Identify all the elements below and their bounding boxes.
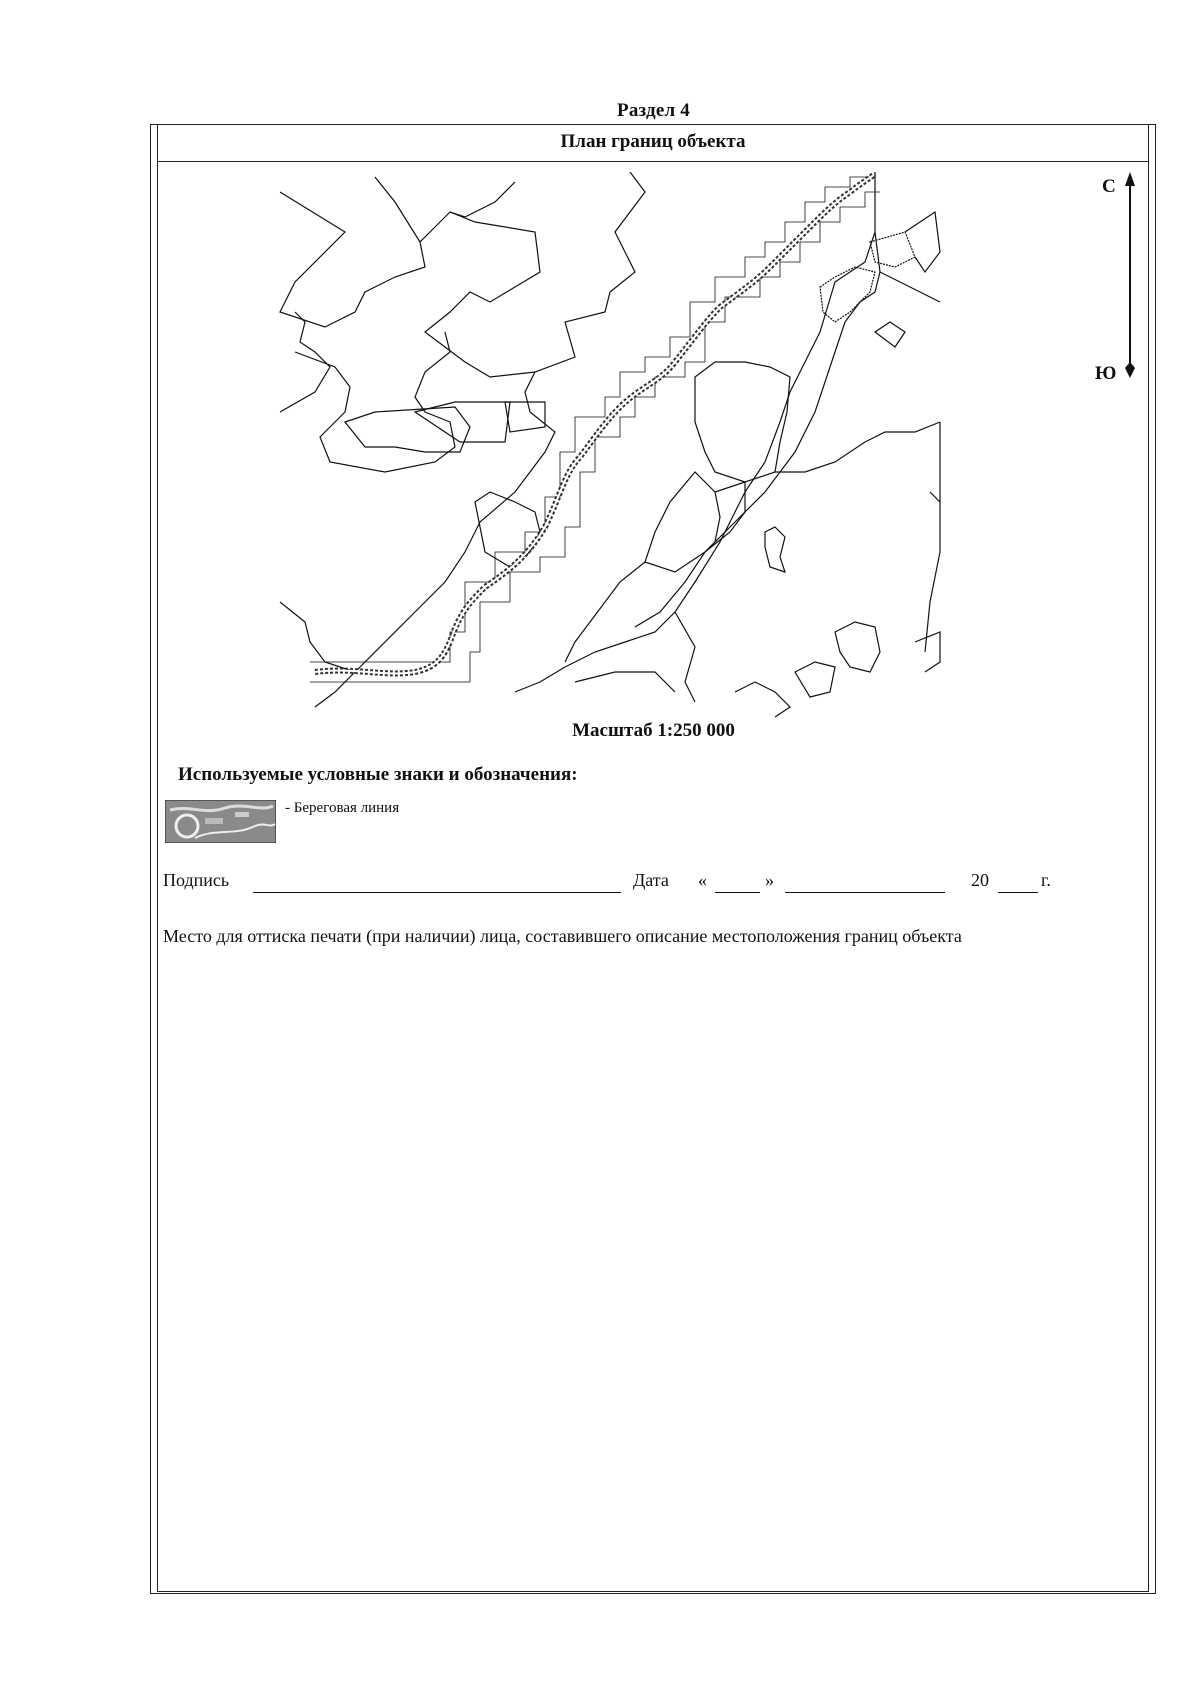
north-label: С (1102, 176, 1116, 197)
legend-title: Используемые условные знаки и обозначения: (178, 764, 578, 785)
signature-line (253, 892, 621, 893)
boundary-map (275, 172, 945, 720)
quote-open: « (698, 870, 707, 890)
south-label: Ю (1095, 363, 1117, 384)
north-arrow-icon (1118, 170, 1142, 380)
year-line (998, 892, 1038, 893)
day-line (715, 892, 760, 893)
signature-row (163, 870, 1063, 900)
compass (1096, 170, 1156, 385)
month-line (785, 892, 945, 893)
year-suffix: г. (1041, 870, 1051, 890)
stamp-place-text: Место для оттиска печати (при наличии) лица, составившего описание местоположения границ объекта (163, 926, 962, 946)
legend-item-label: - Береговая линия (285, 800, 400, 816)
map-scale: Масштаб 1:250 000 (572, 720, 735, 741)
section-title: Раздел 4 (617, 100, 690, 121)
signature-label: Подпись (163, 870, 230, 890)
plan-header: План границ объекта (157, 124, 1149, 162)
shoreline-symbol-icon (165, 800, 276, 843)
quote-close: » (765, 870, 774, 890)
year-prefix: 20 (971, 870, 989, 890)
date-label: Дата (633, 870, 669, 890)
